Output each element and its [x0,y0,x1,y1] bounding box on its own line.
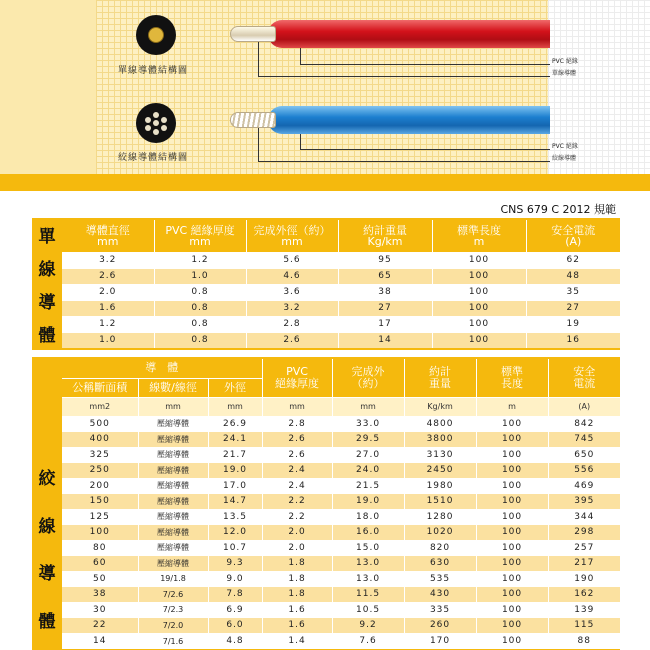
table-cell: 1.0 [62,332,154,348]
single-wire-panel [32,218,620,350]
table-cell: 190 [548,571,620,587]
table-cell: 21.5 [332,478,404,494]
column-header: 標準 長度 [476,359,548,397]
blue-pvc-wire-illustration [268,106,550,134]
table-cell: 100 [476,540,548,556]
table-cell: 38 [62,587,138,603]
diagram-left-margin [0,0,96,174]
red-pvc-wire-illustration [268,20,550,48]
stranded-wire-side-title [32,453,62,643]
table-row [62,587,620,603]
table-cell: 2.0 [62,284,154,300]
table-cell: 48 [526,268,620,284]
table-cell: 7/2.0 [138,618,208,634]
unit-cell: mm2 [62,397,138,416]
table-cell: 1.6 [262,602,332,618]
table-cell: 1.2 [62,316,154,332]
table-cell: 430 [404,587,476,603]
table-cell: 21.7 [208,447,262,463]
table-row [62,525,620,541]
unit-cell: m [476,397,548,416]
table-cell: 2.6 [62,268,154,284]
table-cell: 745 [548,432,620,448]
column-header: 約計重量 Kg/km [338,220,432,252]
table-cell: 11.5 [332,587,404,603]
leader-line [258,42,259,76]
table-cell: 0.8 [154,284,246,300]
table-cell: 298 [548,525,620,541]
table-cell: 24.1 [208,432,262,448]
table-cell: 2.2 [262,509,332,525]
table-row [62,300,620,316]
column-header: 標準長度 m [432,220,526,252]
table-cell: 2.4 [262,478,332,494]
table-cell: 3.6 [246,284,338,300]
column-header: 約計 重量 [404,359,476,397]
table-cell: 100 [476,618,548,634]
table-cell: 29.5 [332,432,404,448]
table-cell: 1.2 [154,252,246,268]
table-cell: 4.6 [246,268,338,284]
table-cell: 4800 [404,416,476,432]
table-cell: 3130 [404,447,476,463]
table-row [62,432,620,448]
table-cell: 100 [432,300,526,316]
table-cell: 395 [548,494,620,510]
table-cell: 162 [548,587,620,603]
table-row [62,509,620,525]
unit-cell: mm [262,397,332,416]
table-row [62,252,620,268]
table-row [62,494,620,510]
side-title-char: 絞 [38,469,56,490]
table-cell: 535 [404,571,476,587]
column-header-conductor: 導 體 [62,359,262,378]
table-cell: 2.6 [246,332,338,348]
table-row [62,556,620,572]
table-cell: 100 [432,316,526,332]
table-cell: 1.6 [62,300,154,316]
table-cell: 1510 [404,494,476,510]
column-header: 外徑 [208,378,262,397]
table-cell: 16.0 [332,525,404,541]
callout-conductor: 單線導體 [552,70,577,77]
table-cell: 400 [62,432,138,448]
table-cell: 壓縮導體 [138,463,208,479]
table-cell: 1.4 [262,633,332,649]
table-cell: 150 [62,494,138,510]
table-cell: 200 [62,478,138,494]
cable-structure-diagram [0,0,650,174]
column-header: 線數/線徑 [138,378,208,397]
table-cell: 1.8 [262,587,332,603]
table-cell: 100 [432,252,526,268]
table-cell: 7/2.6 [138,587,208,603]
unit-cell: (A) [548,397,620,416]
column-header: 公稱斷面積 [72,380,128,394]
table-cell: 38 [338,284,432,300]
solid-caption: 單線導體結構圖 [118,66,189,76]
side-title-char: 線 [38,516,56,537]
table-unit-row [62,397,620,416]
table-row [62,602,620,618]
single-wire-table-body [62,252,620,348]
leader-line [258,161,550,162]
table-cell: 30 [62,602,138,618]
table-cell: 650 [548,447,620,463]
column-header: PVC 絕緣厚度 [262,359,332,397]
table-cell: 100 [62,525,138,541]
table-cell: 24.0 [332,463,404,479]
side-title-char: 線 [38,260,56,280]
table-cell: 556 [548,463,620,479]
table-cell: 62 [526,252,620,268]
leader-line [300,48,301,64]
unit-cell: mm [332,397,404,416]
table-cell: 7.8 [208,587,262,603]
table-cell: 9.3 [208,556,262,572]
table-cell: 13.0 [332,571,404,587]
leader-line [300,134,301,149]
table-cell: 5.6 [246,252,338,268]
table-cell: 13.5 [208,509,262,525]
table-cell: 壓縮導體 [138,432,208,448]
table-cell: 22 [62,618,138,634]
table-header-row [62,359,620,378]
table-cell: 100 [432,332,526,348]
table-cell: 115 [548,618,620,634]
table-cell: 2.8 [262,416,332,432]
table-cell: 17 [338,316,432,332]
table-row [62,478,620,494]
table-header-row [62,220,620,252]
table-cell: 257 [548,540,620,556]
table-cell: 6.0 [208,618,262,634]
table-cell: 14 [338,332,432,348]
table-row [62,618,620,634]
side-title-char: 體 [38,326,56,346]
table-row [62,284,620,300]
column-header: 完成外 （約） [332,359,404,397]
table-cell: 19.0 [332,494,404,510]
table-row [62,447,620,463]
table-cell: 9.0 [208,571,262,587]
callout-insulation: PVC 絕緣 [552,143,578,150]
single-wire-table [62,220,620,348]
stranded-conductor-tip-illustration [230,112,276,128]
table-cell: 壓縮導體 [138,540,208,556]
table-cell: 60 [62,556,138,572]
table-cell: 33.0 [332,416,404,432]
table-cell: 2.6 [262,447,332,463]
table-cell: 16 [526,332,620,348]
stranded-wire-table-body [62,416,620,649]
callout-conductor: 絞線導體 [552,155,577,162]
table-cell: 100 [476,633,548,649]
table-cell: 1.8 [262,571,332,587]
table-cell: 2.6 [262,432,332,448]
stranded-wire-table [62,359,620,649]
table-cell: 630 [404,556,476,572]
solid-conductor-tip-illustration [230,26,276,42]
table-cell: 15.0 [332,540,404,556]
table-cell: 100 [432,268,526,284]
table-cell: 2.2 [262,494,332,510]
table-cell: 12.0 [208,525,262,541]
table-cell: 13.0 [332,556,404,572]
table-cell: 100 [476,447,548,463]
callout-insulation: PVC 絕緣 [552,58,578,65]
column-header: 安全 電流 [548,359,620,397]
table-cell: 820 [404,540,476,556]
stranded-caption: 絞線導體結構圖 [118,153,189,163]
table-cell: 壓縮導體 [138,478,208,494]
table-cell: 9.2 [332,618,404,634]
table-cell: 10.7 [208,540,262,556]
stranded-wire-panel [32,357,620,650]
table-cell: 842 [548,416,620,432]
column-header: 安全電流 (A) [526,220,620,252]
stranded-conductor-cross-section-icon [136,103,176,143]
table-cell: 27 [526,300,620,316]
table-cell: 2.0 [262,540,332,556]
table-cell: 325 [62,447,138,463]
table-cell: 壓縮導體 [138,525,208,541]
table-cell: 100 [476,416,548,432]
table-cell: 100 [476,587,548,603]
table-cell: 1.6 [262,618,332,634]
table-cell: 95 [338,252,432,268]
table-cell: 100 [432,284,526,300]
table-cell: 17.0 [208,478,262,494]
leader-line [300,64,550,65]
table-cell: 1.0 [154,268,246,284]
table-cell: 3.2 [62,252,154,268]
unit-cell: mm [208,397,262,416]
unit-cell: Kg/km [404,397,476,416]
table-cell: 14.7 [208,494,262,510]
side-title-char: 導 [38,293,56,313]
table-cell: 27 [338,300,432,316]
table-cell: 170 [404,633,476,649]
table-cell: 19/1.8 [138,571,208,587]
table-cell: 217 [548,556,620,572]
table-cell: 7.6 [332,633,404,649]
column-header: 完成外徑（約） mm [246,220,338,252]
table-cell: 壓縮導體 [138,494,208,510]
table-cell: 100 [476,556,548,572]
table-cell: 2.8 [246,316,338,332]
single-wire-side-title [32,218,62,350]
table-cell: 10.5 [332,602,404,618]
column-header: 導體直徑 mm [85,223,130,248]
side-title-char: 導 [38,564,56,585]
table-cell: 壓縮導體 [138,416,208,432]
table-cell: 1.8 [262,556,332,572]
leader-line [258,76,550,77]
table-cell: 250 [62,463,138,479]
divider-band [0,174,650,191]
table-row [62,268,620,284]
table-cell: 4.8 [208,633,262,649]
table-row [62,332,620,348]
table-cell: 100 [476,525,548,541]
table-cell: 壓縮導體 [138,509,208,525]
table-cell: 35 [526,284,620,300]
table-cell: 80 [62,540,138,556]
table-row [62,416,620,432]
table-cell: 88 [548,633,620,649]
table-cell: 3800 [404,432,476,448]
table-cell: 6.9 [208,602,262,618]
table-row [62,316,620,332]
table-cell: 260 [404,618,476,634]
table-cell: 50 [62,571,138,587]
table-cell: 100 [476,463,548,479]
table-cell: 0.8 [154,332,246,348]
table-row [62,540,620,556]
table-row [62,571,620,587]
table-cell: 1980 [404,478,476,494]
table-cell: 335 [404,602,476,618]
table-cell: 100 [476,509,548,525]
table-cell: 2.4 [262,463,332,479]
side-title-char: 體 [38,611,56,632]
table-cell: 14 [62,633,138,649]
table-cell: 19.0 [208,463,262,479]
solid-conductor-cross-section-icon [136,15,176,55]
table-cell: 469 [548,478,620,494]
table-cell: 65 [338,268,432,284]
table-cell: 壓縮導體 [138,556,208,572]
table-cell: 7/2.3 [138,602,208,618]
table-cell: 344 [548,509,620,525]
table-cell: 100 [476,494,548,510]
table-row [62,463,620,479]
table-cell: 100 [476,571,548,587]
leader-line [258,128,259,161]
table-cell: 139 [548,602,620,618]
unit-cell: mm [138,397,208,416]
table-cell: 3.2 [246,300,338,316]
column-header: PVC 絕緣厚度 mm [154,220,246,252]
table-cell: 2450 [404,463,476,479]
table-cell: 1020 [404,525,476,541]
table-cell: 100 [476,432,548,448]
table-cell: 100 [476,478,548,494]
table-cell: 27.0 [332,447,404,463]
table-cell: 500 [62,416,138,432]
table-cell: 7/1.6 [138,633,208,649]
leader-line [300,149,550,150]
table-cell: 0.8 [154,316,246,332]
table-cell: 2.0 [262,525,332,541]
table-cell: 0.8 [154,300,246,316]
table-cell: 18.0 [332,509,404,525]
standard-label: CNS 679 C 2012 規範 [500,203,616,216]
table-cell: 26.9 [208,416,262,432]
table-cell: 壓縮導體 [138,447,208,463]
table-cell: 19 [526,316,620,332]
table-row [62,633,620,649]
table-cell: 125 [62,509,138,525]
table-cell: 100 [476,602,548,618]
table-cell: 1280 [404,509,476,525]
side-title-char: 單 [38,227,56,247]
